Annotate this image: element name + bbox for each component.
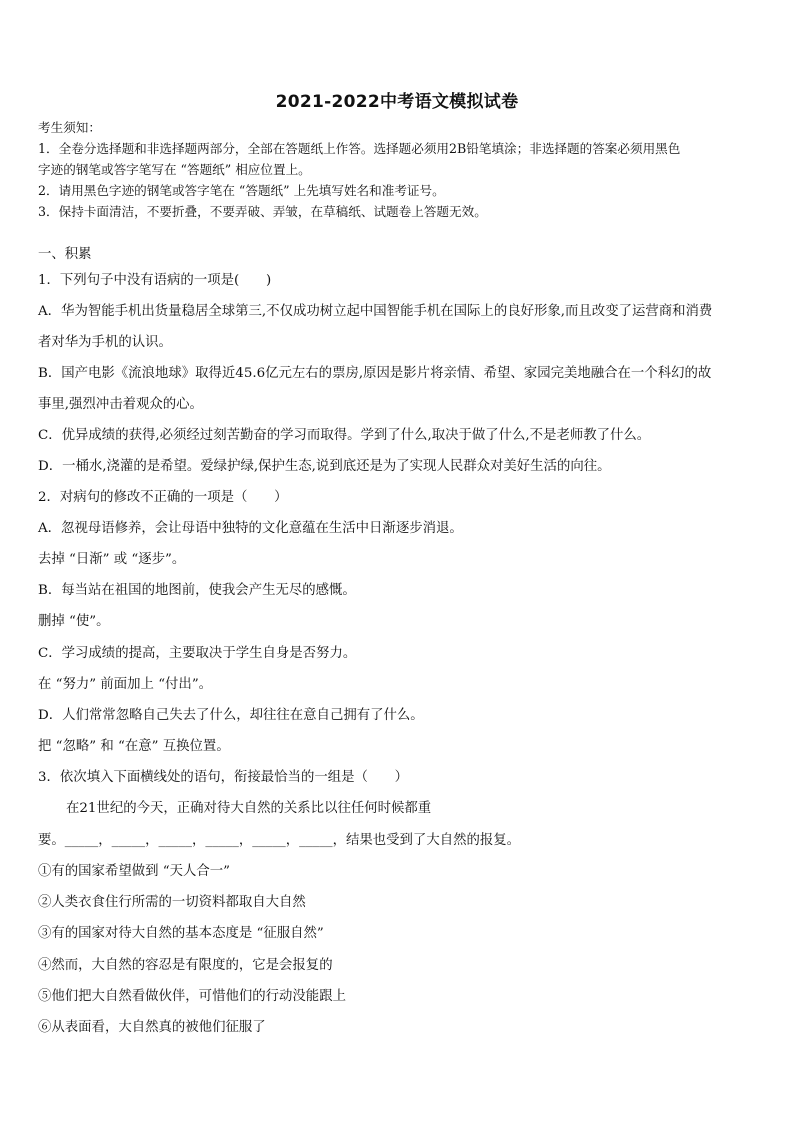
notice-item: 字迹的钢笔或答字笔写在 “答题纸” 相应位置上。 bbox=[38, 162, 311, 177]
option-b-cont: 事里,强烈冲击着观众的心。 bbox=[38, 397, 203, 412]
sentence-option: ④然而，大自然的容忍是有限度的，它是会报复的 bbox=[38, 958, 333, 973]
question-stem: 3．依次填入下面横线处的语句，衔接最恰当的一组是（ ） bbox=[38, 770, 409, 785]
notice-item: 3．保持卡面清洁，不要折叠，不要弄破、弄皱，在草稿纸、试题卷上答题无效。 bbox=[38, 204, 487, 219]
option-d: D．一桶水,浇灌的是希望。爱绿护绿,保护生态,说到底还是为了实现人民群众对美好生活的向往。 bbox=[38, 459, 611, 474]
option-b: B．国产电影《流浪地球》取得近45.6亿元左右的票房,原因是影片将亲情、希望、家园完美地融合在一个科幻的故 bbox=[38, 366, 712, 381]
passage-line: 在21世纪的今天，正确对待大自然的关系比以往任何时候都重 bbox=[66, 801, 432, 816]
option-b-fix: 删掉 “使”。 bbox=[38, 614, 110, 629]
option-b: B．每当站在祖国的地图前，使我会产生无尽的感慨。 bbox=[38, 583, 356, 598]
sentence-option: ①有的国家希望做到 “天人合一” bbox=[38, 864, 231, 879]
option-d: D．人们常常忽略自己失去了什么，却往往在意自己拥有了什么。 bbox=[38, 708, 424, 723]
option-a: A．华为智能手机出货量稳居全球第三,不仅成功树立起中国智能手机在国际上的良好形象,而且改变了运营商和消费 bbox=[38, 304, 713, 319]
sentence-option: ⑤他们把大自然看做伙伴，可惜他们的行动没能跟上 bbox=[38, 989, 346, 1004]
question-stem: 2．对病句的修改不正确的一项是（ ） bbox=[38, 490, 288, 505]
notice-heading: 考生须知： bbox=[38, 120, 101, 135]
option-c: C．优异成绩的获得,必须经过刻苦勤奋的学习而取得。学到了什么,取决于做了什么,不是老师教了什么。 bbox=[38, 428, 651, 443]
sentence-option: ③有的国家对待大自然的基本态度是 “征服自然” bbox=[38, 926, 324, 941]
option-a-cont: 者对华为手机的认识。 bbox=[38, 335, 172, 350]
passage-line: 要。_____，_____，_____，_____，_____，_____，结果也受到了大自然的报复。 bbox=[38, 833, 521, 848]
sentence-option: ⑥从表面看，大自然真的被他们征服了 bbox=[38, 1020, 266, 1035]
page-title: 2021-2022中考语文模拟试卷 bbox=[275, 92, 519, 112]
option-d-fix: 把 “忽略” 和 “在意” 互换位置。 bbox=[38, 739, 230, 754]
question-stem: 1．下列句子中没有语病的一项是( ) bbox=[38, 273, 272, 288]
option-c: C．学习成绩的提高，主要取决于学生自身是否努力。 bbox=[38, 646, 357, 661]
sentence-option: ②人类衣食住行所需的一切资料都取自大自然 bbox=[38, 895, 306, 910]
notice-item: 2．请用黑色字迹的钢笔或答字笔在 “答题纸” 上先填写姓名和准考证号。 bbox=[38, 183, 445, 198]
option-a-fix: 去掉 “日渐” 或 “逐步”。 bbox=[38, 552, 186, 567]
option-c-fix: 在 “努力” 前面加上 “付出”。 bbox=[38, 677, 213, 692]
notice-item: 1．全卷分选择题和非选择题两部分，全部在答题纸上作答。选择题必须用2B铅笔填涂；非选择题的答案必须用黑色 bbox=[38, 141, 681, 156]
section-heading: 一、积累 bbox=[38, 247, 92, 262]
option-a: A．忽视母语修养，会让母语中独特的文化意蕴在生活中日渐逐步消退。 bbox=[38, 521, 463, 536]
